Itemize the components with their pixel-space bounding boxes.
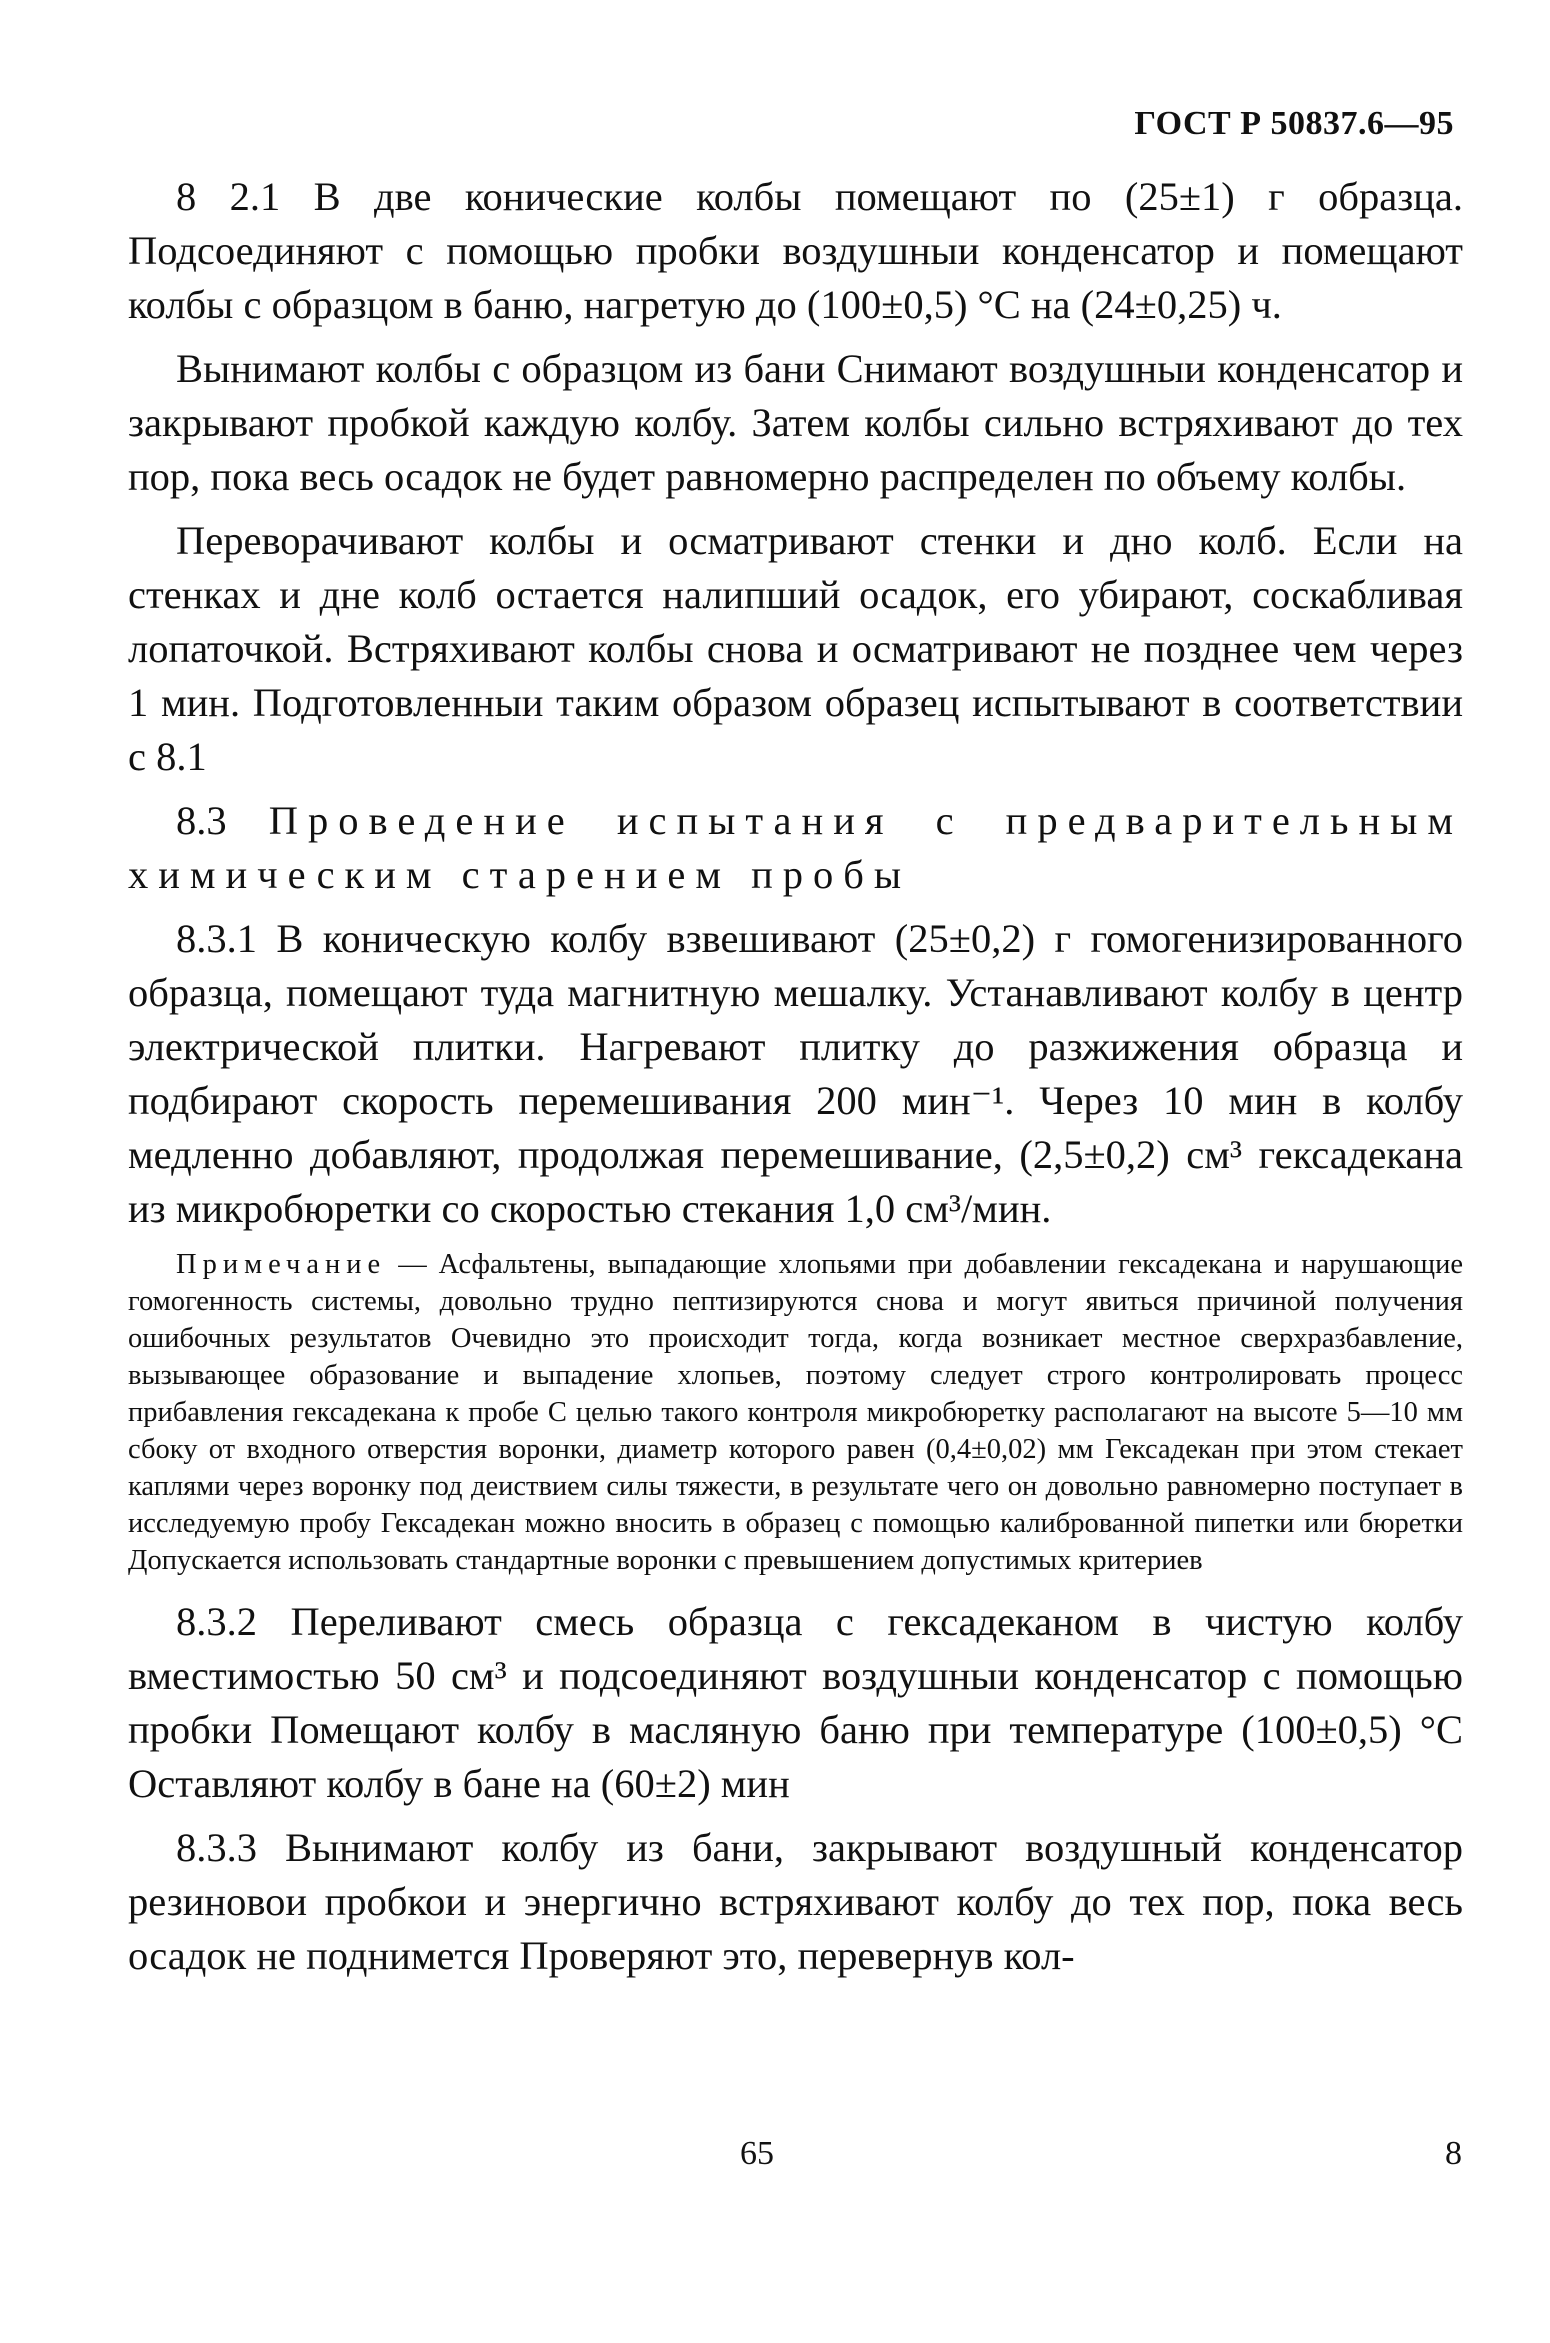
paragraph-8-3-1: 8.3.1 В коническую колбу взвешивают (25±0,2) г гомогенизированного образца, помещают туда магнитную мешалку. Устанавливают колбу в центр электрической плитки. Нагревают плитку до разжижения образца и подбирают скорость перемешивания 200 мин⁻¹. Через 10 мин в колбу медленно добавляют, продолжая перемешивание, (2,5±0,2) см³ гексадекана из микробюретки со скоростью стекания 1,0 см³/мин. [128, 916, 1463, 1231]
section-8-3-title: Проведение испытания с предварительным химическим старением пробы [128, 798, 1464, 897]
paragraph-8-2-1: 8 2.1 В две конические колбы помещают по (25±1) г образца. Подсоединяют с помощью пробки воздушныи конденсатор и помещают колбы с образцом в баню, нагретую до (100±0,5) °С на (24±0,25) ч. [128, 174, 1463, 327]
document-header: ГОСТ Р 50837.6—95 [1134, 105, 1454, 142]
paragraph-invert-flasks: Переворачивают колбы и осматривают стенки и дно колб. Если на стенках и дне колб остается налипший осадок, его убирают, соскабливая лопаточкой. Встряхивают колбы снова и осматривают не позднее чем через 1 мин. Подготовленныи таким образом образец испытывают в соответствии с 8.1 [128, 518, 1463, 779]
section-8-3-number: 8.3 [176, 798, 227, 843]
paragraph-8-3-3: 8.3.3 Вынимают колбу из бани, закрывают воздушный конденсатор резиновои пробкои и энергично встряхивают колбу до тех пор, пока весь осадок не поднимется Проверяют это, перевернув кол- [128, 1825, 1463, 1978]
note-text: — Асфальтены, выпадающие хлопьями при добавлении гексадекана и нарушающие гомогенность системы, довольно трудно пептизируются снова и могут явиться причиной получения ошибочных результатов Очевидно это происходит тогда, когда возникает местное сверхразбавление, вызывающее образование и выпадение хлопьев, поэтому следует строго контролировать процесс прибавления гексадекана к пробе С целью тaкого контроля микробюретку располагают на высоте 5—10 мм сбоку от входного отверстия воронки, диаметр которого равен (0,4±0,02) мм Гексадекан при этом стекает каплями через воронку под деиствием силы тяжести, в результате чего он довольно равномерно поступает в исследуемую пробу Гексадекан можно вносить в образец с помощью калиброванной пипетки или бюретки Допускается использовать стандартные воронки с превышением допустимых критериев [128, 1249, 1463, 1576]
sheet-number: 8 [1445, 2135, 1462, 2172]
note-block [128, 1246, 1463, 1579]
note-label: Примечание [176, 1249, 387, 1280]
section-8-3-heading [128, 794, 1463, 902]
paragraph-remove-flasks: Вынимают колбы с образцом из бани Снимают воздушныи конденсатор и закрывают пробкой каждую колбу. Затем колбы сильно встряхивают до тех пор, пока весь осадок не будет равномерно распределен по объему колбы. [128, 346, 1463, 499]
page-number: 65 [740, 2135, 774, 2172]
paragraph-8-3-2: 8.3.2 Переливают смесь образца с гексадеканом в чистую колбу вместимостью 50 см³ и подсоединяют воздушныи конденсатор с помощью пробки Помещают колбу в масляную баню при температуре (100±0,5) °С Оставляют колбу в бане на (60±2) мин [128, 1599, 1463, 1806]
document-body [128, 170, 1463, 1993]
